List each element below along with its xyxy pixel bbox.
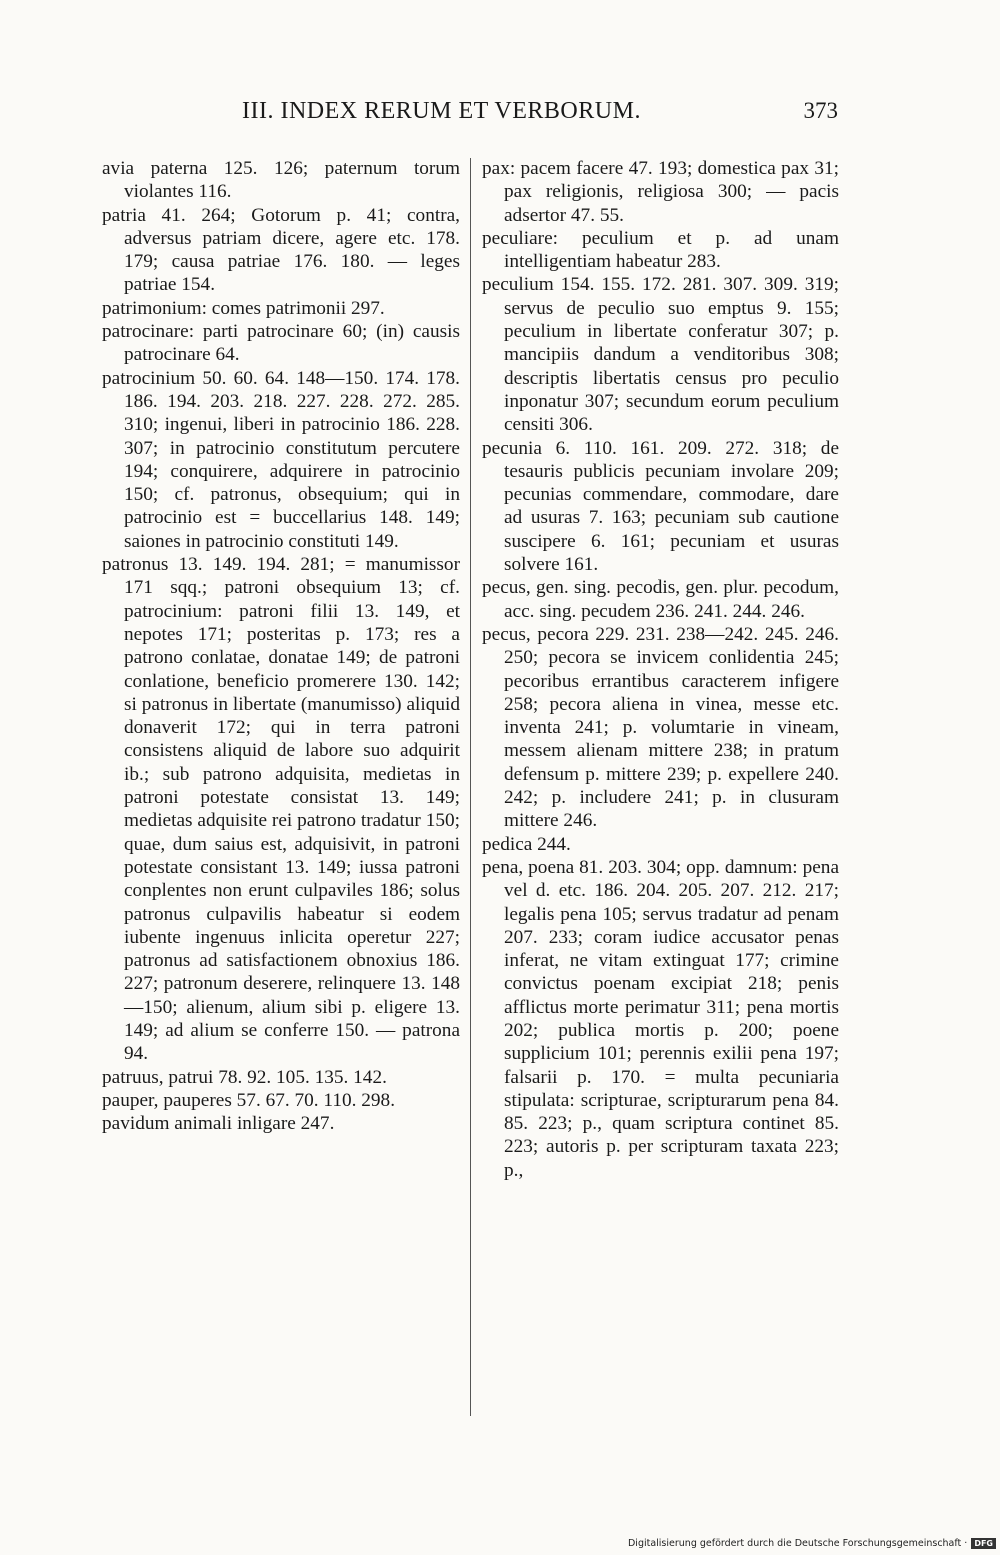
index-entry: pauper, pauperes 57. 67. 70. 110. 298. — [102, 1089, 396, 1111]
credit-text: Digitalisierung gefördert durch die Deutsche Forschungsgemeinschaft · — [627, 1538, 968, 1549]
index-entry: patruus, patrui 78. 92. 105. 135. 142. — [102, 1066, 387, 1088]
index-entry: patronus 13. 149. 194. 281; = manumissor 171 sqq.; patroni obsequium 13; cf. patrocinium: patroni filii 13. 149, et nepotes 171; posteritas p. 173; res a patrono conlatae, donatae 149; de patroni conlatione, beneficio promerere 130. 142; si patronus in libertate (manumisso) aliquid donaverit 172; qui in terra patroni consistens aliquid de labore suo adquirit ib.; sub patrono adquisita, medietas in patroni potestate consistat 13. 149; medietas adquisite rei patrono tradatur 150; quae, dum saius est, adquisivit, in patroni potestate consistant 13. 149; iussa patroni conplentes non erunt culpaviles 186; solus patronus culpavilis habeatur si eodem iubente ingenuus inlicita operetur 227; patronus ad satisfactionem obnoxius 186. 227; patronum deserere, relinquere 13. 148—150; alienum, alium sibi p. eligere 13. 149; ad alium se conferre 150. — patrona 94. — [102, 554, 460, 1065]
digitization-credit — [628, 1538, 996, 1549]
index-entry: pavidum animali inligare 247. — [102, 1113, 335, 1135]
index-entry: pecus, gen. sing. pecodis, gen. plur. pecodum, acc. sing. pecudem 236. 241. 244. 246. — [482, 577, 839, 622]
index-entry: patrimonium: comes patrimonii 297. — [102, 297, 385, 319]
index-entry: patrocinare: parti patrocinare 60; (in) causis patrocinare 64. — [102, 321, 460, 366]
column-divider — [470, 158, 471, 1416]
index-entry: pax: pacem facere 47. 193; domestica pax 31; pax religionis, religiosa 300; — pacis adsertor 47. 55. — [482, 158, 839, 226]
index-entry: peculiare: peculium et p. ad unam intelligentiam habeatur 283. — [482, 227, 839, 273]
index-entry: pecus, pecora 229. 231. 238—242. 245. 246. 250; pecora se invicem conlidentia 245; pecoribus errantibus caracterem infigere 258; pecora aliena in vinea, messe etc. inventa 241; p. volumtarie in vineam, messem alienam mittere 238; in pratum defensum p. mittere 239; p. expellere 240. 242; p. includere 241; p. in clusuram mittere 246. — [482, 623, 839, 832]
index-entry: patrocinium 50. 60. 64. 148—150. 174. 178. 186. 194. 203. 218. 227. 228. 272. 285. 310; ingenui, liberi in patrocinio 186. 228. 307; in patrocinio constitutum percutere 194; conquirere, adquirere in patrocinio 150; cf. patronus, obsequium; qui in patrocinio est = buccellarius 148. 149; saiones in patrocinio constituti 149. — [102, 367, 460, 552]
right-column — [482, 157, 839, 1182]
running-title: III. INDEX RERUM ET VERBORUM. — [242, 98, 641, 124]
index-entry: peculium 154. 155. 172. 281. 307. 309. 319; servus de peculio suo emptus 9. 155; peculium in libertate conferatur 307; p. mancipiis dandum a venditoribus 308; descriptis libertatis census pro peculio inponatur 307; secundum eorum peculium censiti 306. — [482, 274, 839, 436]
index-entry: pecunia 6. 110. 161. 209. 272. 318; de tesauris publicis pecuniam involare 209; pecunias commendare, commodare, dare ad usuras 7. 163; pecuniam sub cautione suscipere 6. 161; pecuniam et usuras solvere 161. — [482, 437, 839, 576]
page-number: 373 — [803, 98, 838, 123]
index-entry: pena, poena 81. 203. 304; opp. damnum: pena vel d. etc. 186. 204. 205. 207. 212. 217; legalis pena 105; servus tradatur ad penam 207. 233; coram iudice accusator penas inferat, ne vitam extinguat 177; crimine convictus poenam excipiat 218; penis afflictus morte perimatur 311; pena mortis 202; publica mortis p. 200; poene supplicium 101; perennis exilii pena 197; falsarii p. 170. = multa pecuniaria stipulata: scripturae, scripturarum pena 84. 85. 223; p., quam scriptura continet 85. 223; autoris p. per scripturam taxata 223; p., — [482, 856, 839, 1181]
index-entry: patria 41. 264; Gotorum p. 41; contra, adversus patriam dicere, agere etc. 178. 179; causa patriae 176. 180. — leges patriae 154. — [102, 204, 460, 296]
index-entry: pedica 244. — [482, 833, 571, 855]
dfg-logo-icon: DFG — [971, 1538, 996, 1549]
index-entry: avia paterna 125. 126; paternum torum violantes 116. — [102, 158, 460, 203]
left-column — [102, 157, 460, 1135]
page-header — [102, 98, 838, 128]
